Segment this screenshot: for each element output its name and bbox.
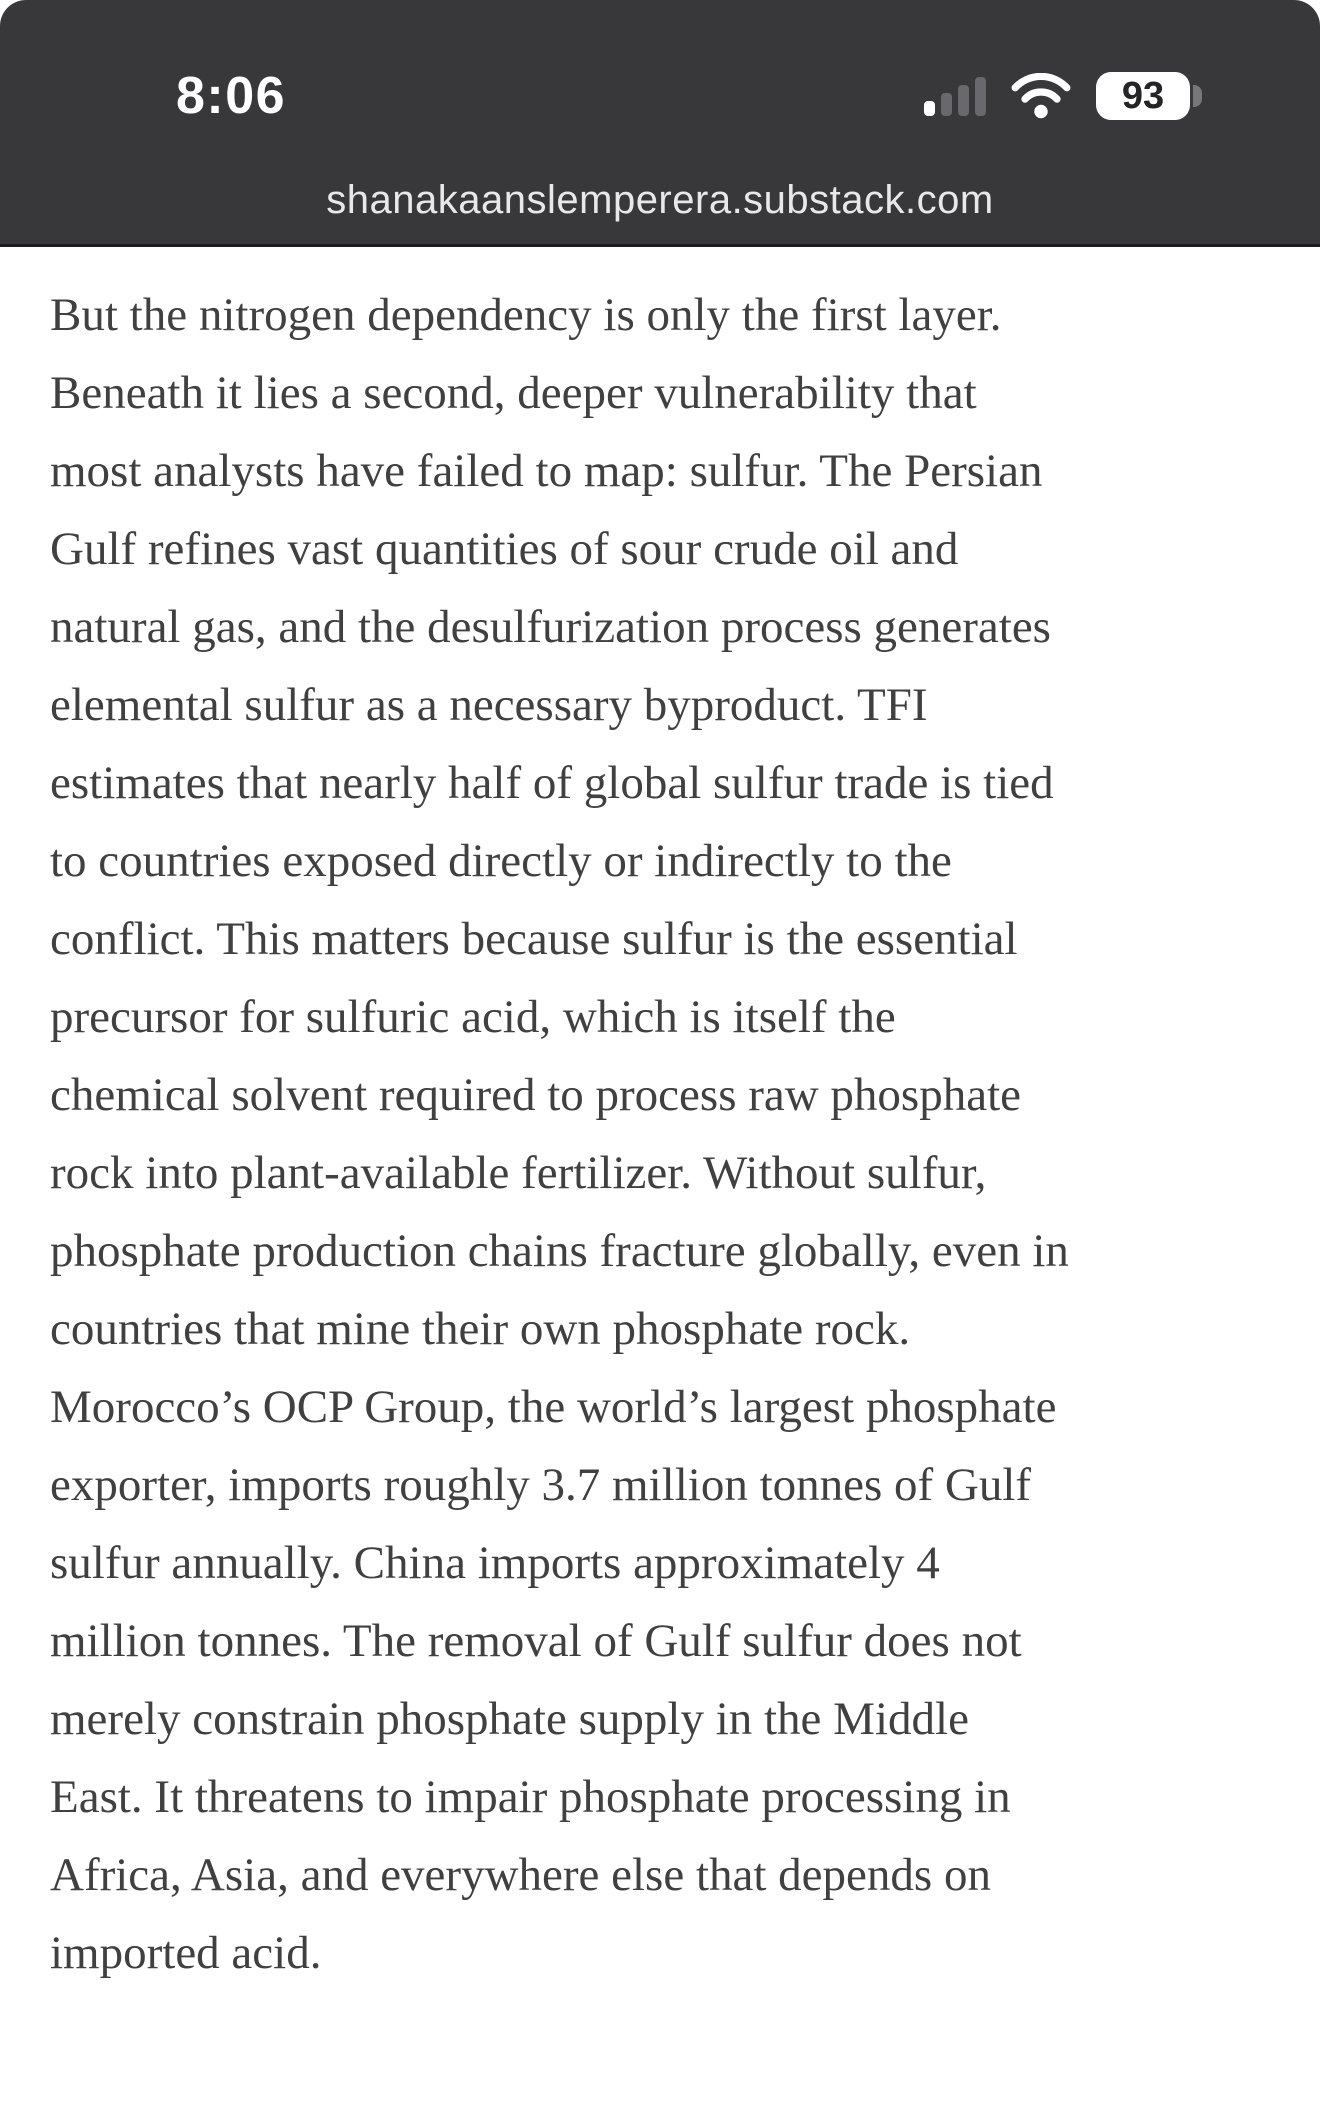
article-paragraph bbox=[50, 276, 1272, 1992]
article-line: conflict. This matters because sulfur is the essential bbox=[50, 913, 1018, 965]
battery-nub bbox=[1193, 85, 1202, 107]
article-line: phosphate production chains fracture globally, even in bbox=[50, 1225, 1069, 1277]
article-line: precursor for sulfuric acid, which is itself the bbox=[50, 991, 896, 1043]
article-line: exporter, imports roughly 3.7 million tonnes of Gulf bbox=[50, 1459, 1032, 1511]
clock: 8:06 bbox=[176, 67, 287, 125]
article-line: rock into plant-available fertilizer. Without sulfur, bbox=[50, 1147, 987, 1199]
article-line: elemental sulfur as a necessary byproduct. TFI bbox=[50, 679, 928, 731]
status-icons bbox=[924, 72, 1202, 120]
article-line: merely constrain phosphate supply in the Middle bbox=[50, 1693, 969, 1745]
article-line: East. It threatens to impair phosphate processing in bbox=[50, 1771, 1011, 1823]
page-content bbox=[0, 250, 1320, 1992]
battery-icon bbox=[1096, 72, 1202, 120]
address-bar[interactable]: shanakaanslemperera.substack.com bbox=[326, 178, 994, 222]
article-line: million tonnes. The removal of Gulf sulfur does not bbox=[50, 1615, 1022, 1667]
article-line: Morocco’s OCP Group, the world’s largest phosphate bbox=[50, 1381, 1057, 1433]
article-line: Africa, Asia, and everywhere else that depends on bbox=[50, 1849, 991, 1901]
status-bar bbox=[0, 58, 1320, 134]
wifi-icon bbox=[1010, 73, 1072, 119]
article-line: chemical solvent required to process raw phosphate bbox=[50, 1069, 1022, 1121]
battery-percent: 93 bbox=[1096, 72, 1190, 120]
article-line: countries that mine their own phosphate rock. bbox=[50, 1303, 911, 1355]
cellular-signal-icon bbox=[924, 76, 986, 116]
article-line: Beneath it lies a second, deeper vulnerability that bbox=[50, 367, 977, 419]
article-line: sulfur annually. China imports approximately 4 bbox=[50, 1537, 940, 1589]
article-line: most analysts have failed to map: sulfur. The Persian bbox=[50, 445, 1043, 497]
article-line: estimates that nearly half of global sulfur trade is tied bbox=[50, 757, 1054, 809]
article-line: imported acid. bbox=[50, 1927, 322, 1979]
article-line: But the nitrogen dependency is only the first layer. bbox=[50, 289, 1002, 341]
article-line: natural gas, and the desulfurization process generates bbox=[50, 601, 1051, 653]
article-line: Gulf refines vast quantities of sour crude oil and bbox=[50, 523, 959, 575]
article-line: to countries exposed directly or indirectly to the bbox=[50, 835, 952, 887]
browser-header bbox=[0, 0, 1320, 247]
